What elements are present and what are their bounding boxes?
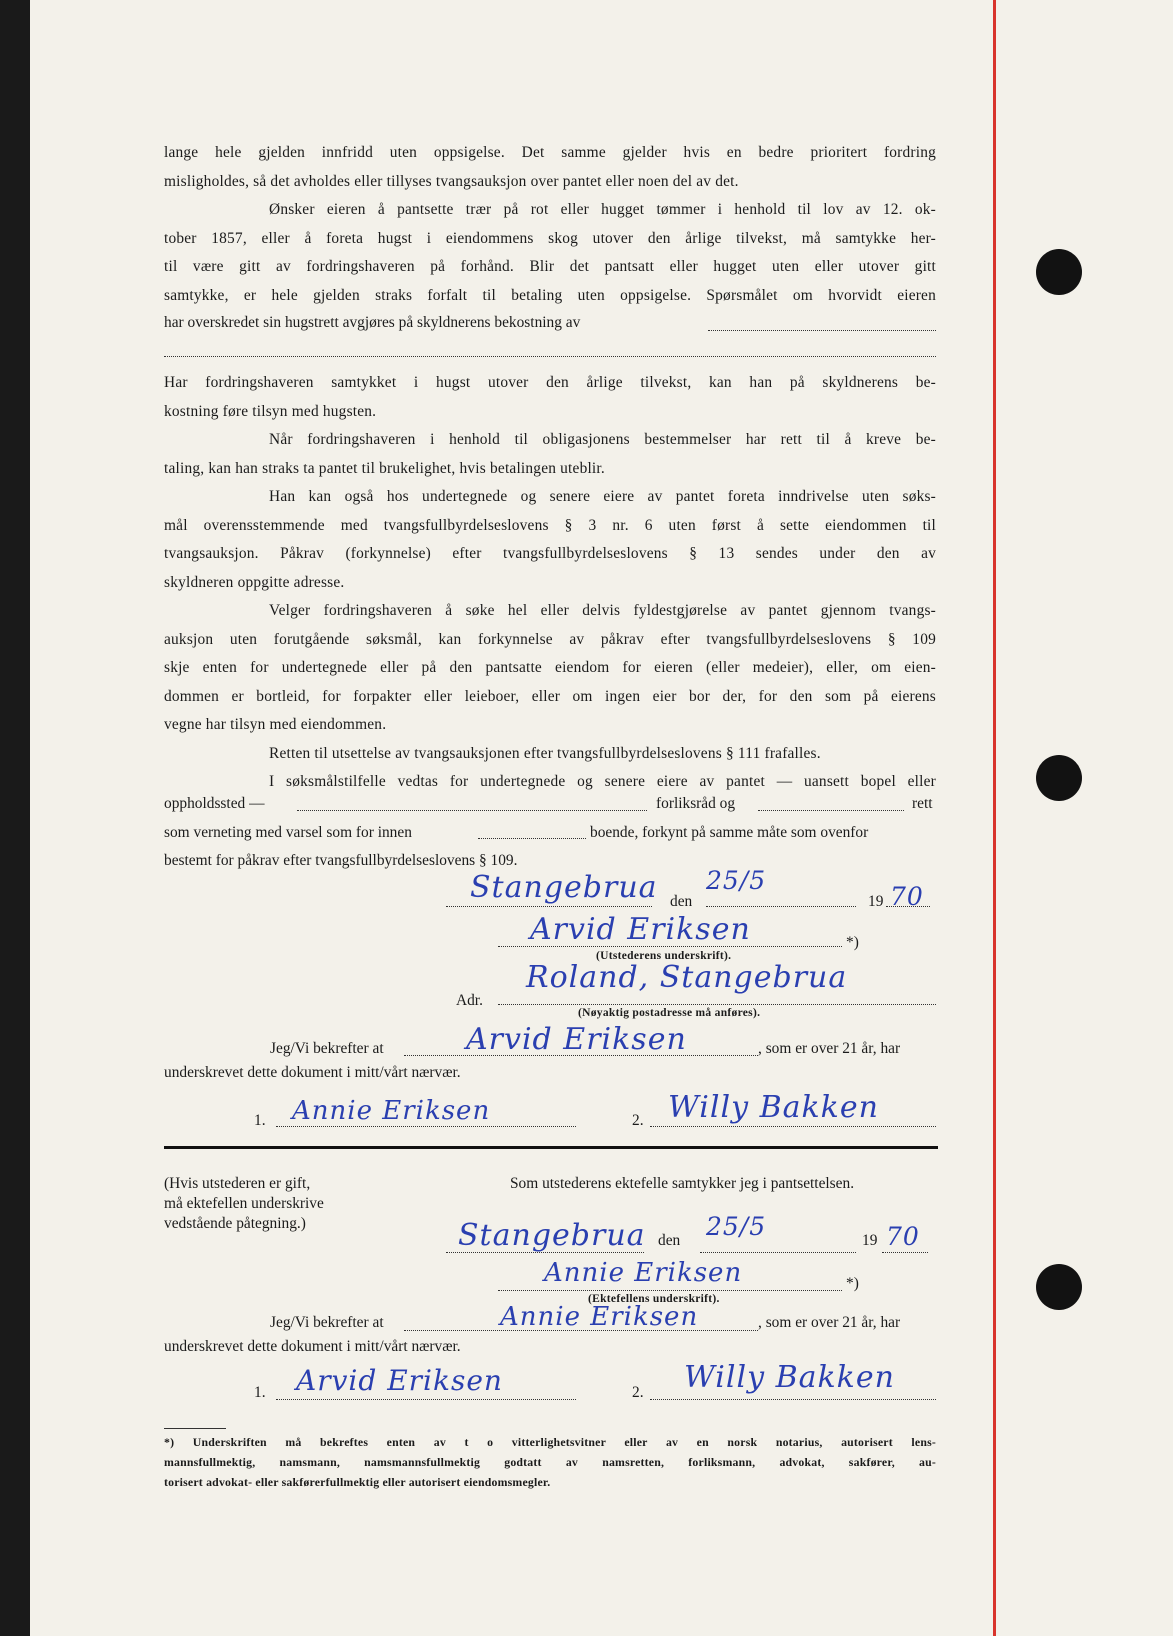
spouse-note-line: (Hvis utstederen er gift, xyxy=(164,1175,311,1192)
spouse-confirm-line2: underskrevet dette dokument i mitt/vårt nærvær. xyxy=(164,1338,461,1355)
text-line: vegne har tilsyn med eiendommen. xyxy=(164,716,387,733)
venue-blank-2 xyxy=(758,810,904,811)
text-line: dommen er bortleid, for forpakter eller leieboer, eller om ingen eier bor der, for den som på eierens xyxy=(164,687,936,705)
spouse-year-line xyxy=(882,1252,928,1253)
text-line: Velger fordringshaveren å søke hel eller delvis fyldestgjørelse av pantet gjennom tvangs- xyxy=(269,602,936,619)
text-line: misligholdes, så det avholdes eller tillyses tvangsauksjon over pantet eller noen del av det. xyxy=(164,172,739,190)
spouse-note-line: vedstående påtegning.) xyxy=(164,1215,306,1232)
spouse-signature-caption: (Ektefellens underskrift). xyxy=(588,1293,720,1305)
text-line: Ønsker eieren å pantsette trær på rot eller hugget tømmer i henhold til lov av 12. ok- xyxy=(269,201,936,218)
text-line: auksjon uten forutgående søksmål, kan forkynnelse av påkrav efter tvangsfullbyrdelseslovens § 109 xyxy=(164,630,936,648)
issuer-signature-handwritten: Arvid Eriksen xyxy=(530,912,751,947)
issuer-den-label: den xyxy=(670,893,693,910)
venue-blank-3 xyxy=(478,838,586,839)
venue-label-b: forliksråd og xyxy=(656,795,736,812)
spouse-note-line: må ektefellen underskrive xyxy=(164,1195,324,1212)
issuer-signature-caption: (Utstederens underskrift). xyxy=(596,950,732,962)
issuer-confirm-tail: , som er over 21 år, har xyxy=(758,1040,901,1057)
issuer-confirm-label: Jeg/Vi bekrefter at xyxy=(270,1040,384,1057)
body-text-top xyxy=(164,139,936,310)
text-line: Han kan også hos undertegnede og senere eiere av pantet foreta inndrivelse uten søks- xyxy=(269,488,936,505)
spouse-witness1-number: 1. xyxy=(254,1384,266,1401)
spouse-date-handwritten: 25/5 xyxy=(706,1212,767,1241)
issuer-address-label: Adr. xyxy=(456,992,483,1009)
issuer-year-line xyxy=(886,906,930,907)
spouse-date-line xyxy=(700,1252,856,1253)
text-line: skyldneren oppgitte adresse. xyxy=(164,573,345,591)
spouse-witness2-number: 2. xyxy=(632,1384,644,1401)
spouse-place-handwritten: Stangebrua xyxy=(458,1218,646,1253)
hugst-cost-blank-2 xyxy=(164,356,936,357)
text-line: tober 1857, eller å foreta hugst i eiendommens skog utover den årlige tilvekst, må samtykke her- xyxy=(164,229,936,247)
hugst-cost-label: har overskredet sin hugstrett avgjøres på skyldnerens bekostning av xyxy=(164,314,581,331)
spouse-signature-handwritten: Annie Eriksen xyxy=(544,1258,743,1288)
issuer-date-line xyxy=(706,906,856,907)
spouse-confirm-line xyxy=(404,1330,758,1331)
text-line: kostning føre tilsyn med hugsten. xyxy=(164,402,377,420)
spouse-year-prefix: 19 xyxy=(862,1232,878,1249)
hugst-cost-blank xyxy=(708,330,936,331)
punch-hole-top xyxy=(1036,249,1082,295)
issuer-witness1-handwritten: Annie Eriksen xyxy=(292,1096,491,1126)
red-margin-line xyxy=(993,0,996,1636)
issuer-witness2-number: 2. xyxy=(632,1112,644,1129)
issuer-place-handwritten: Stangebrua xyxy=(470,870,658,905)
issuer-witness1-number: 1. xyxy=(254,1112,266,1129)
text-line: Har fordringshaveren samtykket i hugst utover den årlige tilvekst, kan han på skyldnerens be- xyxy=(164,374,936,391)
issuer-confirm-line xyxy=(404,1055,758,1056)
body-text-middle xyxy=(164,369,936,797)
spouse-confirm-label: Jeg/Vi bekrefter at xyxy=(270,1314,384,1331)
text-line: mål overensstemmende med tvangsfullbyrdelseslovens § 3 nr. 6 uten først å sette eiendommen til xyxy=(164,516,936,534)
spouse-confirm-name-handwritten: Annie Eriksen xyxy=(500,1302,699,1332)
issuer-signature-line xyxy=(498,946,842,947)
spouse-witness1-handwritten: Arvid Eriksen xyxy=(296,1364,503,1397)
issuer-place-line xyxy=(446,906,652,907)
issuer-witness2-handwritten: Willy Bakken xyxy=(668,1090,879,1125)
text-line: I søksmålstilfelle vedtas for undertegnede og senere eiere av pantet — uansett bopel eller xyxy=(269,773,936,790)
punch-hole-middle xyxy=(1036,755,1082,801)
footnote xyxy=(164,1432,936,1492)
footnote-line: mannsfullmektig, namsmann, namsmannsfullmektig godtatt av namsretten, forliksmann, advokat, sakfører, au- xyxy=(164,1455,936,1469)
footnote-line: *) Underskriften må bekreftes enten av t o vitterlighetsvitner eller av en norsk notarius, autorisert lens- xyxy=(164,1435,936,1449)
spouse-consent: Som utstederens ektefelle samtykker jeg i pantsettelsen. xyxy=(510,1175,855,1192)
issuer-date-handwritten: 25/5 xyxy=(706,866,767,895)
venue-label-a: oppholdssted — xyxy=(164,795,265,812)
spouse-note xyxy=(164,1174,324,1234)
issuer-address-handwritten: Roland, Stangebrua xyxy=(526,960,848,995)
issuer-confirm-line2: underskrevet dette dokument i mitt/vårt nærvær. xyxy=(164,1064,461,1081)
venue-label-f: bestemt for påkrav efter tvangsfullbyrdelseslovens § 109. xyxy=(164,852,518,869)
text-line: taling, kan han straks ta pantet til brukelighet, hvis betalingen uteblir. xyxy=(164,459,605,477)
text-line: til være gitt av fordringshaveren på forhånd. Blir det pantsatt eller hugget uten eller utover gitt xyxy=(164,258,936,275)
footnote-rule xyxy=(164,1428,226,1429)
spouse-signature-line xyxy=(498,1290,842,1291)
venue-label-c: rett xyxy=(912,795,933,812)
issuer-witness2-line xyxy=(650,1126,936,1127)
spouse-witness2-line xyxy=(650,1399,936,1400)
issuer-year-prefix: 19 xyxy=(868,893,884,910)
text-line: tvangsauksjon. Påkrav (forkynnelse) efter tvangsfullbyrdelseslovens § 13 sendes under den av xyxy=(164,545,936,562)
footnote-line: torisert advokat- eller sakførerfullmektig eller autorisert eiendomsmegler. xyxy=(164,1475,551,1489)
text-line: Retten til utsettelse av tvangsauksjonen efter tvangsfullbyrdelseslovens § 111 frafalles. xyxy=(269,744,821,762)
text-line: lange hele gjelden innfridd uten oppsigelse. Det samme gjelder hvis en bedre prioritert fordring xyxy=(164,144,936,161)
issuer-address-line xyxy=(498,1004,936,1005)
spouse-den-label: den xyxy=(658,1232,681,1249)
spouse-witness1-line xyxy=(276,1399,576,1400)
venue-label-e: boende, forkynt på samme måte som ovenfor xyxy=(590,824,869,841)
issuer-confirm-name-handwritten: Arvid Eriksen xyxy=(466,1022,687,1057)
issuer-year-handwritten: 70 xyxy=(890,882,924,911)
text-line: skje enten for undertegnede eller på den pantsatte eiendom for eieren (eller medeier), eller, om eien- xyxy=(164,659,936,676)
issuer-witness1-line xyxy=(276,1126,576,1127)
venue-label-d: som verneting med varsel som for innen xyxy=(164,824,412,841)
spouse-year-handwritten: 70 xyxy=(886,1222,920,1251)
spouse-witness2-handwritten: Willy Bakken xyxy=(684,1360,895,1395)
venue-blank-1 xyxy=(297,810,647,811)
text-line: samtykke, er hele gjelden straks forfalt til betaling uten oppsigelse. Spørsmålet om hvorvidt eieren xyxy=(164,286,936,304)
spouse-confirm-tail: , som er over 21 år, har xyxy=(758,1314,901,1331)
spouse-place-line xyxy=(446,1252,644,1253)
section-divider xyxy=(164,1146,938,1149)
issuer-address-caption: (Nøyaktig postadresse må anføres). xyxy=(578,1007,761,1019)
spouse-sig-asterisk: *) xyxy=(846,1275,859,1292)
punch-hole-bottom xyxy=(1036,1264,1082,1310)
text-line: Når fordringshaveren i henhold til obligasjonens bestemmelser har rett til å kreve be- xyxy=(269,431,936,448)
issuer-sig-asterisk: *) xyxy=(846,934,859,951)
